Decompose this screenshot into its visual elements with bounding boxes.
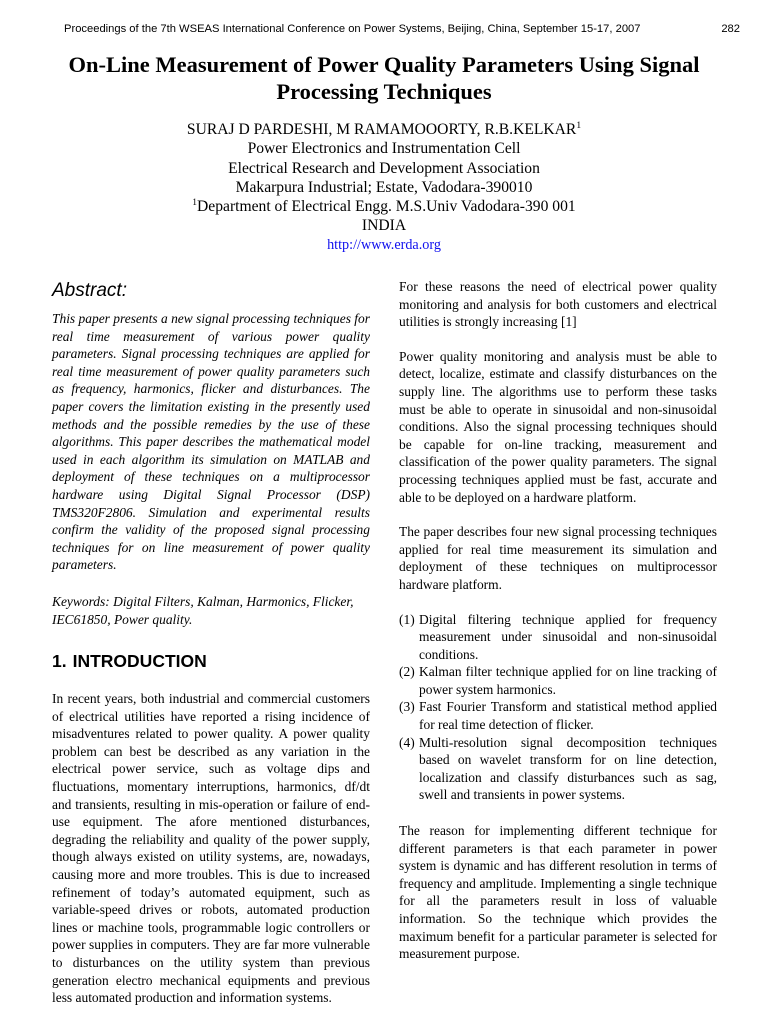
- conference-citation: Proceedings of the 7th WSEAS International Conference on Power Systems, Beijing, China, September 15-17, 2007: [64, 23, 641, 35]
- list-marker: (1): [399, 611, 415, 627]
- website-link[interactable]: http://www.erda.org: [327, 236, 441, 253]
- affil-4-mark: 1: [192, 198, 198, 208]
- list-item-text: Fast Fourier Transform and statistical method applied for real time detection of flicker.: [419, 699, 717, 733]
- list-item: [399, 611, 717, 664]
- list-item: [399, 734, 717, 804]
- list-item-text: Digital filtering technique applied for frequency measurement under sinusoidal and non-sinusoidal conditions.: [419, 611, 717, 662]
- affiliation-4: $^1$Department of Electrical Engg. M.S.Univ Vadodara-390 001: [192, 198, 576, 216]
- right-paragraph-1: For these reasons the need of electrical power quality monitoring and analysis for both customers and electrical utilities is strongly increasing [1]: [399, 279, 717, 330]
- list-marker: (3): [399, 699, 415, 715]
- title-line-2: Processing Techniques: [276, 79, 492, 104]
- list-item: [399, 698, 717, 733]
- list-item-text: Multi-resolution signal decomposition techniques based on wavelet transform for on line detection, localization and classify disturbances such as sag, swell and transients in power systems.: [419, 734, 717, 803]
- author-block: [90, 120, 678, 255]
- paper-title: [60, 51, 708, 105]
- left-column: [52, 280, 370, 1024]
- affiliation-2: Electrical Research and Development Association: [228, 159, 540, 177]
- list-marker: (2): [399, 664, 415, 680]
- section-heading-introduction: [52, 650, 370, 672]
- author-affil-mark: 1: [576, 120, 582, 131]
- right-column: [399, 278, 717, 980]
- section-title: INTRODUCTION: [72, 651, 207, 672]
- right-paragraph-2: Power quality monitoring and analysis must be able to detect, localize, estimate and classify disturbances on the supply line. The algorithms use to perform these tasks must be able to operate in sinusoidal and non-sinusoidal conditions. Also the signal processing techniques should be capable for on-line tracking, measurement and classification of the power quality parameters. The signal processing techniques applied must be fast, accurate and able to be deployed on a hardware platform.: [399, 348, 717, 505]
- affiliation-1: Power Electronics and Instrumentation Cell: [247, 140, 521, 158]
- keywords: Keywords: Digital Filters, Kalman, Harmonics, Flicker, IEC61850, Power quality.: [52, 593, 354, 627]
- intro-paragraph-1: In recent years, both industrial and commercial customers of electrical utilities have reported a rising incidence of misadventures related to power quality. A power quality problem can best be described as any variation in the electrical power service, such as voltage dips and fluctuations, momentary interruptions, harmonics, df/dt and transients, resulting in mis-operation or failure of end-use equipment. The afore mentioned disturbances, degrading the reliability and quality of the power supply, though always existed on utility systems, are, nowadays, causing more and more troubles. This is due to increased refinement of today’s automated equipment, such as variable-speed drives or robots, automated production lines or machine tools, programmable logic controllers or power supplies in computers. They are far more vulnerable to disturbances on the utility system than previous generation electro mechanical equipments and previous less automated production and information systems.: [52, 691, 370, 1006]
- abstract-heading: Abstract:: [52, 280, 127, 301]
- page-number: 282: [721, 23, 740, 35]
- list-item: [399, 663, 717, 698]
- right-paragraph-3: The paper describes four new signal processing techniques applied for real time measurement its simulation and deployment of these techniques on multiprocessor hardware platform.: [399, 524, 717, 592]
- list-item-text: Kalman filter technique applied for on line tracking of power system harmonics.: [419, 664, 717, 697]
- right-paragraph-4: The reason for implementing different technique for different parameters is that each parameter in power system is dynamic and has different resolution in terms of frequency and amplitude. Implementing a single technique for all the parameters result in loss of valuable information. So the technique which provides the maximum benefit for a particular parameter is selected for measurement purpose.: [399, 823, 717, 962]
- affiliation-3: Makarpura Industrial; Estate, Vadodara-390010: [235, 178, 533, 196]
- section-number: 1.: [52, 651, 67, 672]
- technique-list: [399, 611, 717, 805]
- abstract-text: This paper presents a new signal processing techniques for real time measurement of various power quality parameters. Signal processing techniques are applied for real time measurement of power quality parameters such as frequency, harmonics, flicker and disturbances. The paper covers the limitation existing in the presently used methods and the possible remedies by the use of these algorithms. This paper describes the mathematical model used in each algorithm its simulation on MATLAB and deployment of these techniques on a multiprocessor hardware using Digital Signal Processor (DSP) TMS320F2806. Simulation and experimental results confirm the validity of the proposed signal processing techniques for on line measurement of power quality parameters.: [52, 311, 370, 573]
- title-line-1: On-Line Measurement of Power Quality Parameters Using Signal: [68, 52, 700, 77]
- author-names: SURAJ D PARDESHI, M RAMAMOOORTY, R.B.KELKAR$^1$: [186, 120, 582, 138]
- country: INDIA: [361, 217, 407, 235]
- list-marker: (4): [399, 734, 415, 750]
